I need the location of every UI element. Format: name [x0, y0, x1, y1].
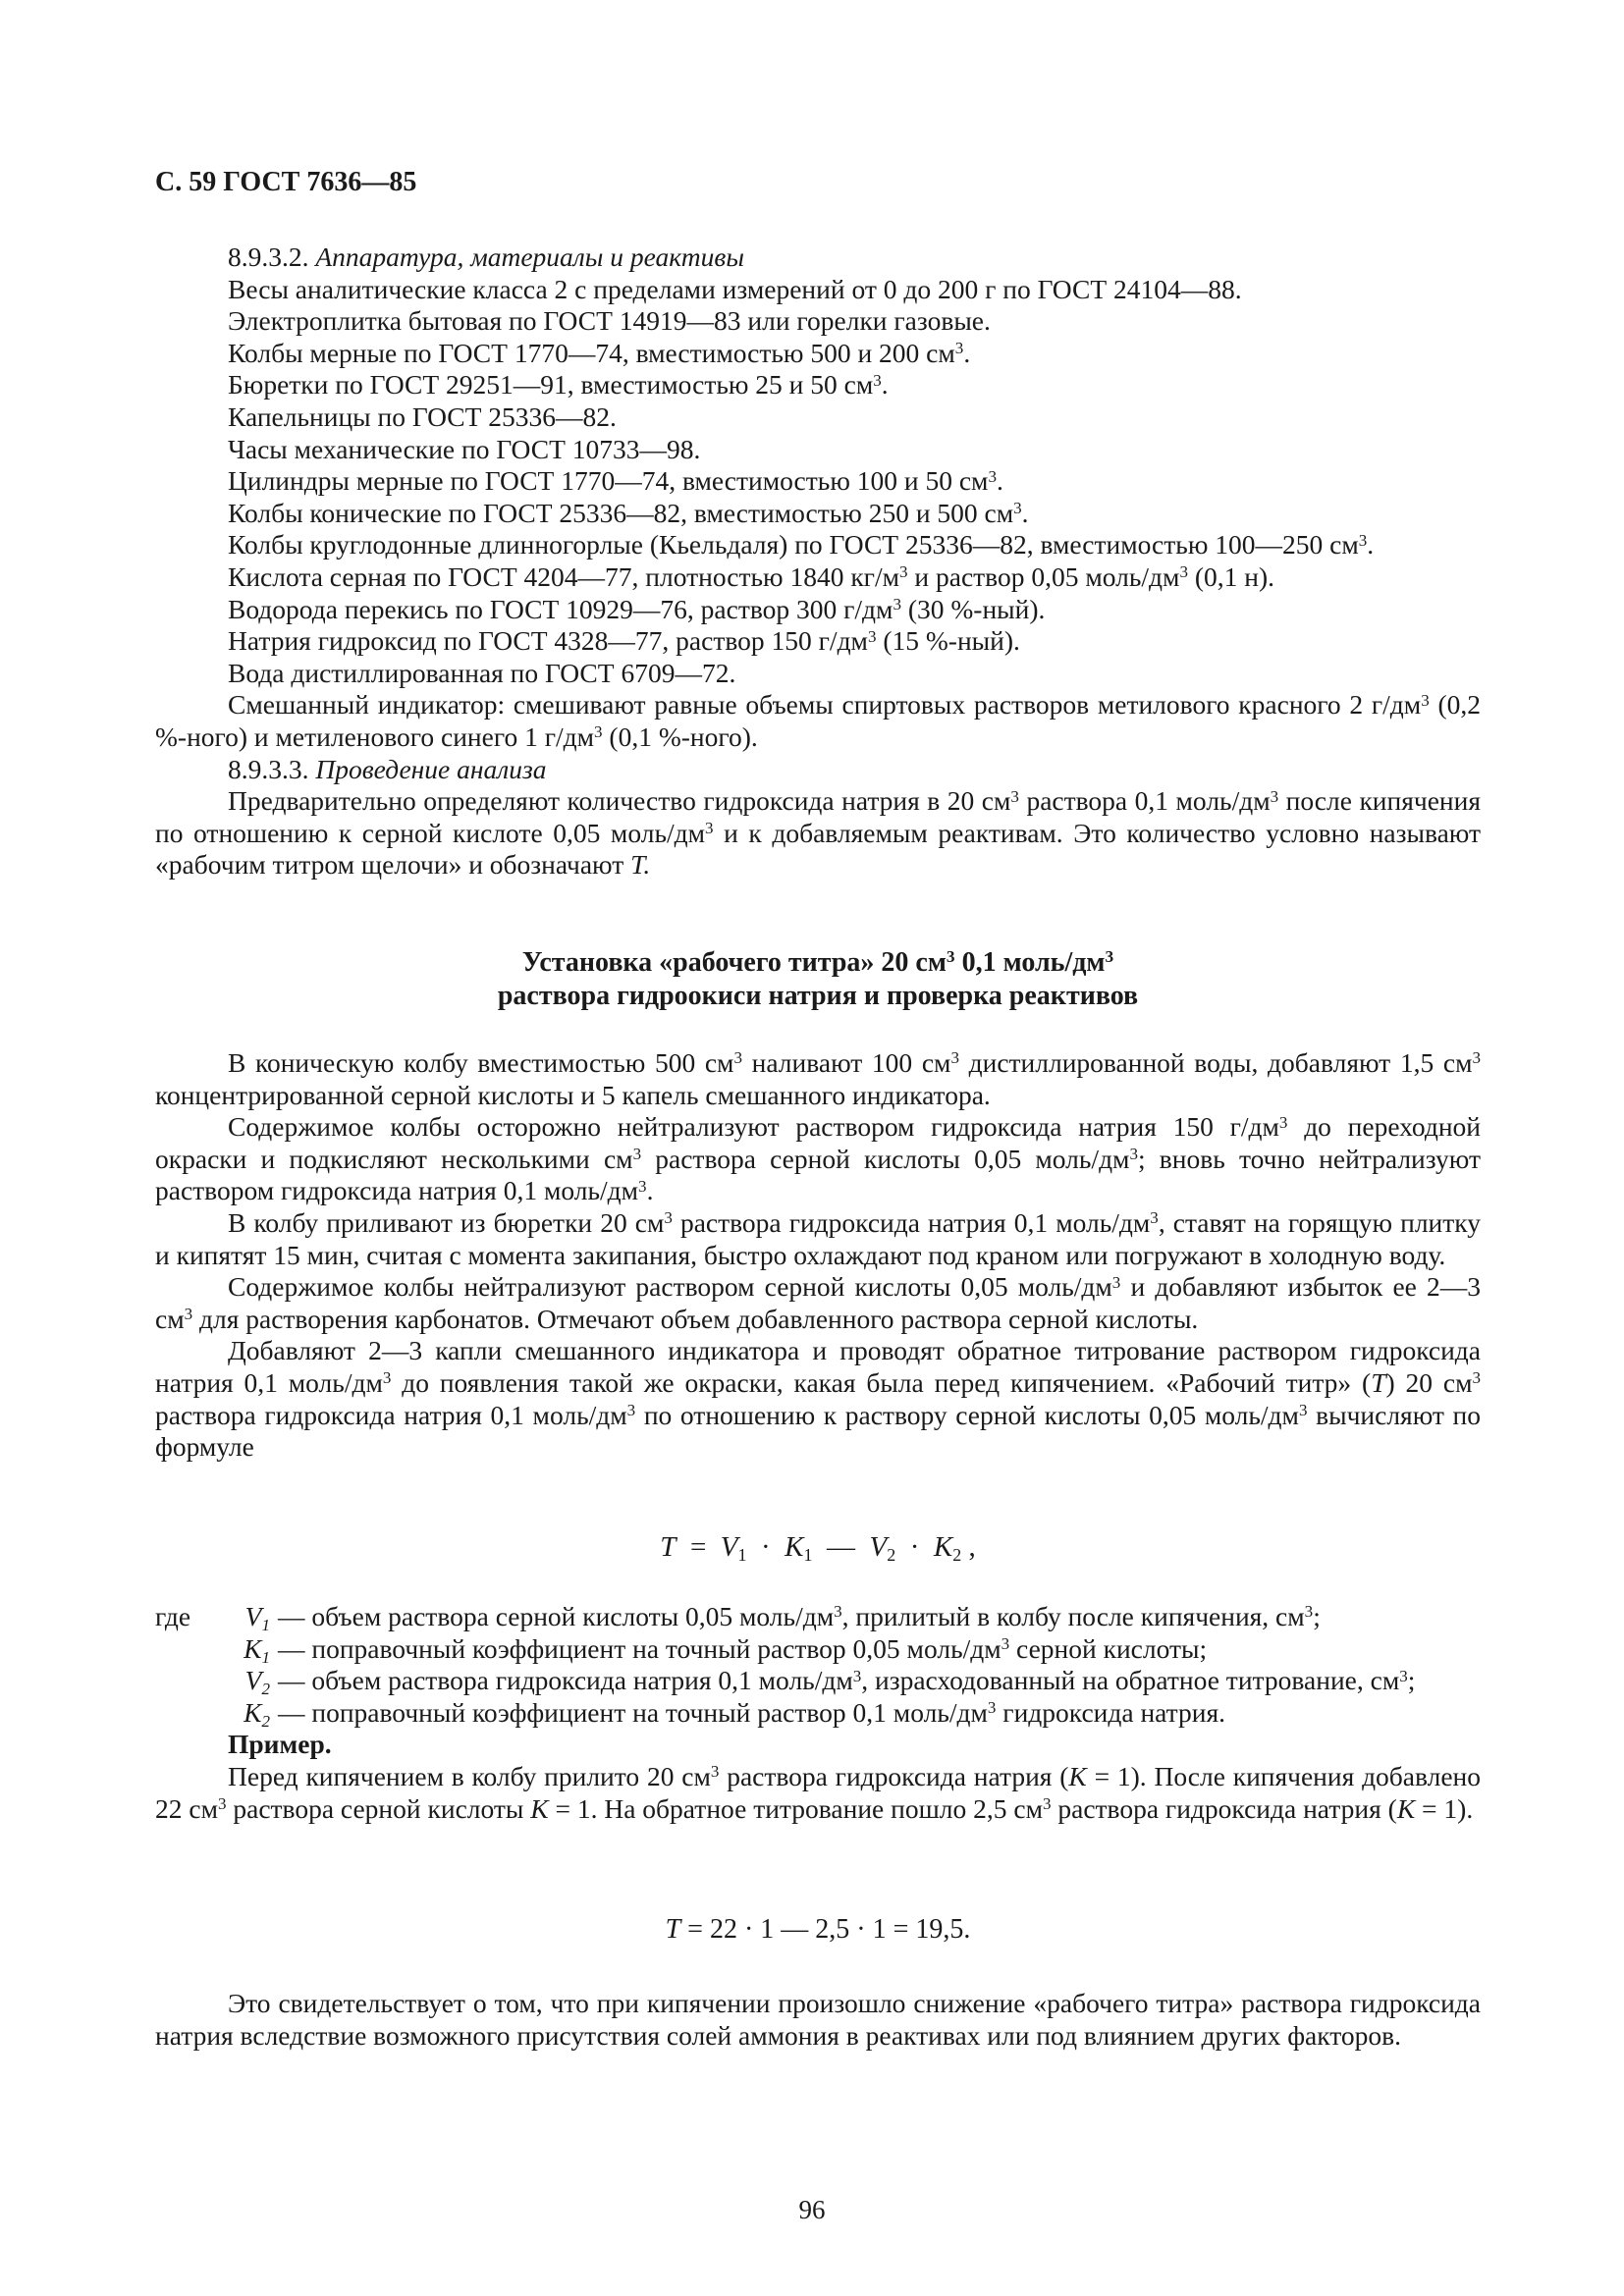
text: , израсходованный на обратное титрование, см: [861, 1665, 1400, 1696]
text: гидроксида натрия.: [1002, 1696, 1226, 1728]
formula: [155, 1531, 1481, 1564]
where-desc: [278, 1697, 1481, 1730]
section-title-line-2: раствора гидроокиси натрия и проверка реактивов: [497, 981, 1139, 1011]
symbol-K: K: [1396, 1792, 1416, 1824]
subscript: 2: [261, 1680, 270, 1699]
where-symbol: [209, 1697, 278, 1730]
text: ;: [1407, 1665, 1416, 1696]
superscript: 3: [1150, 1208, 1159, 1228]
text: раствора гидроксида натрия (: [1057, 1792, 1397, 1824]
text: ) 20 см: [1385, 1366, 1473, 1398]
text: Содержимое колбы нейтрализуют раствором серной кислоты 0,05 моль/дм: [228, 1271, 1112, 1303]
superscript: 3: [988, 466, 997, 486]
superscript: 3: [946, 947, 955, 967]
text: , ставят на горящую плитку и кипятят 15 мин, считая с момента закипания, быстро охлаждают под краном или погружают в холодную воду.: [155, 1206, 1481, 1270]
superscript: 3: [1129, 1145, 1138, 1164]
subscript: 1: [261, 1616, 270, 1635]
superscript: 3: [950, 1048, 959, 1068]
page-header: С. 59 ГОСТ 7636—85: [155, 167, 417, 197]
symbol-K: K: [1068, 1760, 1087, 1791]
superscript: 3: [733, 1048, 742, 1068]
calc-text: = 22 · 1 — 2,5 · 1 = 19,5.: [687, 1914, 971, 1945]
superscript: 3: [1298, 1401, 1308, 1420]
text: ; вновь точно нейтрализуют раствором гидроксида натрия 0,1 моль/дм: [155, 1143, 1482, 1206]
item-text: (15 %-ный).: [883, 625, 1020, 657]
formula-T: T: [660, 1531, 677, 1563]
superscript: 3: [1399, 1666, 1408, 1685]
list-item: [155, 305, 1481, 338]
example-label: Пример.: [228, 1729, 332, 1760]
heading-title: Проведение анализа: [315, 753, 547, 784]
paragraph: [155, 785, 1481, 881]
paragraph: [155, 1207, 1481, 1271]
text: Содержимое колбы осторожно нейтрализуют раствором гидроксида натрия 150 г/дм: [228, 1111, 1279, 1143]
superscript: 3: [867, 626, 877, 646]
subscript: 1: [803, 1545, 813, 1566]
superscript: 3: [1111, 1272, 1121, 1292]
text: — поправочный коэффициент на точный раствор 0,05 моль/дм: [278, 1632, 1001, 1664]
superscript: 3: [1270, 786, 1279, 806]
text: и добавляют избыток ее 2—3 см: [155, 1271, 1481, 1334]
text: раствора серной кислоты: [233, 1792, 524, 1824]
text: , прилитый в колбу после кипячения, см: [841, 1601, 1305, 1631]
text: = 1). После кипячения добавлено 22 см: [155, 1760, 1482, 1824]
section-title-line-1: [155, 946, 1481, 980]
text: до переходной окраски и подкисляют несколькими см: [155, 1111, 1482, 1174]
formula-V: V: [720, 1531, 738, 1563]
text: до появления такой же окраски, какая была перед кипячением. «Рабочий титр» (: [402, 1366, 1372, 1398]
list-item: [155, 625, 1481, 658]
list-item: [155, 401, 1481, 434]
calc-block: [155, 1914, 1481, 1953]
superscript: 3: [710, 1762, 720, 1782]
subscript: 1: [261, 1647, 270, 1667]
superscript: 3: [1013, 499, 1022, 518]
where-item: [155, 1633, 1481, 1666]
formula-block: [155, 1531, 1481, 1571]
subscript: 2: [952, 1545, 962, 1566]
where-desc: [278, 1601, 1481, 1633]
list-item: Колбы круглодонные длинногорлые (Кьельдаля) по ГОСТ 25336—82, вместимостью 100—250 $см^3$.: [228, 529, 1375, 561]
superscript: 3: [632, 1145, 642, 1164]
superscript: 3: [852, 1666, 862, 1685]
formula-minus: —: [827, 1531, 855, 1563]
section-title: [155, 946, 1481, 1013]
conclusion-paragraph: Это свидетельствует о том, что при кипячении произошло снижение «рабочего титра» раствора гидроксида натрия вследствие возможного присутствия солей аммония в реактивах или под влиянием других факторов.: [155, 1988, 1481, 2051]
apparatus-section: [155, 241, 1481, 881]
superscript: 3: [664, 1208, 673, 1228]
formula-K: K: [933, 1531, 953, 1563]
formula-V: V: [869, 1531, 888, 1563]
superscript: 3: [217, 1794, 227, 1814]
text: Предварительно определяют количество гидроксида натрия в 20 см: [228, 785, 1011, 817]
text: Добавляют 2—3 капли смешанного индикатора и проводят обратное титрование раствором гидроксида натрия 0,1 моль/дм: [155, 1335, 1481, 1398]
item-text: Колбы круглодонные длинногорлые (Кьельдаля) по ГОСТ 25336—82, вместимостью 100—250 см: [228, 529, 1359, 561]
text: = 1).: [1422, 1792, 1474, 1824]
list-item: [155, 274, 1481, 306]
paragraph: Содержимое колбы осторожно нейтрализуют раствором гидроксида натрия 150 $г/дм^3$ до переходной окраски и подкисляют несколькими $см^3$ раствора серной кислоты 0,05 моль/$дм^3$; вновь точно нейтрализуют раствором гидроксида натрия 0,1 моль/$дм^3$.: [155, 1111, 1482, 1206]
example-calculation: [155, 1914, 1481, 1947]
symbol-T: T.: [630, 849, 651, 881]
text: раствора серной кислоты 0,05 моль/дм: [655, 1143, 1130, 1174]
superscript: 3: [1472, 1048, 1481, 1068]
subscript: 1: [737, 1545, 747, 1566]
superscript: 3: [626, 1401, 636, 1420]
formula-equals: =: [689, 1531, 707, 1563]
superscript: 3: [1042, 1794, 1052, 1814]
symbol: V: [244, 1665, 262, 1696]
text: В колбу приливают из бюретки 20 см: [228, 1206, 665, 1238]
symbol-T: T: [1371, 1366, 1386, 1398]
text: = 1. На обратное титрование пошло 2,5 см: [555, 1792, 1043, 1824]
text: раствора 0,1 моль/дм: [1026, 785, 1271, 817]
symbol: K: [244, 1696, 262, 1728]
text: раствора гидроксида натрия 0,1 моль/дм: [679, 1206, 1151, 1238]
formula-dot: ·: [761, 1531, 771, 1563]
apparatus-heading: [155, 241, 1481, 274]
item-text: (0,1 н).: [1194, 561, 1275, 592]
where-symbol: [209, 1633, 278, 1666]
item-text: Колбы мерные по ГОСТ 1770—74, вместимостью 500 и 200 см: [228, 337, 955, 368]
where-desc: [278, 1633, 1481, 1666]
item-text: Кислота серная по ГОСТ 4204—77, плотностью 1840 кг/м: [228, 561, 900, 592]
item-text: Водорода перекись по ГОСТ 10929—76, раствор 300 г/дм: [228, 593, 893, 624]
item-text: Смешанный индикатор: смешивают равные объемы спиртовых растворов метилового красного 2 г/дм: [228, 689, 1422, 721]
item-text: (0,1 %-ного).: [609, 721, 758, 752]
paragraph: [155, 1047, 1481, 1111]
example-paragraph: [155, 1761, 1481, 1825]
body-section: [155, 1047, 1481, 1464]
text: серной кислоты;: [1016, 1632, 1208, 1664]
superscript: 3: [1010, 786, 1019, 806]
where-desc: [278, 1665, 1481, 1697]
list-item: [155, 434, 1481, 466]
where-symbol: [209, 1665, 278, 1697]
item-text: Электроплитка бытовая по ГОСТ 14919—83 или горелки газовые.: [228, 305, 991, 337]
text: раствора гидроксида натрия 0,1 моль/дм: [155, 1399, 627, 1430]
text: — объем раствора гидроксида натрия 0,1 моль/дм: [278, 1665, 853, 1696]
text: по отношению к раствору серной кислоты 0,05 моль/дм: [643, 1399, 1299, 1430]
superscript: 3: [1001, 1634, 1010, 1654]
symbol: V: [244, 1601, 262, 1631]
where-prefix: где: [155, 1601, 191, 1631]
procedure-heading: [155, 754, 1481, 786]
where-item: [155, 1697, 1481, 1730]
text: вычисляют по формуле: [155, 1399, 1481, 1463]
heading-number: 8.9.3.2.: [228, 241, 309, 272]
subscript: 2: [261, 1711, 270, 1731]
list-item: [155, 594, 1481, 626]
symbol-K: K: [530, 1792, 549, 1824]
superscript: 3: [893, 595, 901, 614]
text: В коническую колбу вместимостью 500 см: [228, 1047, 734, 1078]
heading-number: 8.9.3.3.: [228, 753, 309, 784]
text: дистиллированной воды, добавляют 1,5 см: [968, 1047, 1473, 1078]
item-text: (0,2 %-ного) и метиленового синего 1 г/дм: [155, 689, 1481, 752]
paragraph: [155, 1335, 1481, 1463]
superscript: 3: [1472, 1368, 1481, 1388]
where-item: [155, 1601, 1481, 1633]
subscript: 2: [887, 1545, 896, 1566]
list-item: Колбы мерные по ГОСТ 1770—74, вместимостью 500 и 200 $см^3$.: [228, 337, 971, 368]
formula-dot: ·: [909, 1531, 920, 1563]
superscript: 3: [382, 1368, 392, 1388]
superscript: 3: [873, 370, 882, 390]
text: раствора гидроксида натрия (: [727, 1760, 1069, 1791]
list-item: [155, 689, 1481, 753]
superscript: 3: [1358, 530, 1368, 550]
text: — поправочный коэффициент на точный раствор 0,1 моль/дм: [278, 1696, 988, 1728]
item-text: Колбы конические по ГОСТ 25336—82, вместимостью 250 и 500 см: [228, 497, 1014, 528]
superscript: 3: [705, 819, 714, 838]
item-text: Бюретки по ГОСТ 29251—91, вместимостью 25 и 50 см: [228, 369, 874, 400]
where-list: [155, 1601, 1481, 1825]
superscript: 3: [1179, 562, 1188, 582]
superscript: 3: [184, 1305, 193, 1324]
text: Установка «рабочего титра» 20 см: [521, 947, 947, 978]
formula-K: K: [785, 1531, 804, 1563]
list-item: [155, 561, 1481, 594]
heading-title: Аппаратура, материалы и реактивы: [315, 241, 744, 272]
superscript: 3: [954, 339, 964, 358]
text: после кипячения по отношению к серной кислоте 0,05 моль/дм: [155, 785, 1482, 848]
text: Перед кипячением в колбу прилито 20 см: [228, 1760, 711, 1791]
superscript: 3: [638, 1176, 647, 1196]
superscript: 3: [1304, 1602, 1314, 1622]
list-item: [155, 658, 1481, 690]
text: ;: [1313, 1601, 1321, 1631]
superscript: 3: [834, 1602, 842, 1622]
text: для растворения карбонатов. Отмечают объем добавленного раствора серной кислоты.: [199, 1303, 1199, 1334]
item-text: (30 %-ный).: [907, 593, 1046, 624]
item-text: Весы аналитические класса 2 с пределами измерений от 0 до 200 г по ГОСТ 24104—88.: [228, 273, 1242, 304]
item-text: Часы механические по ГОСТ 10733—98.: [228, 433, 701, 464]
calc-T: T: [665, 1914, 681, 1945]
superscript: 3: [899, 562, 908, 582]
superscript: 3: [987, 1698, 997, 1718]
list-item: Цилиндры мерные по ГОСТ 1770—74, вместимостью 100 и 50 $см^3$.: [228, 465, 1003, 497]
text: концентрированной серной кислоты и 5 капель смешанного индикатора.: [155, 1079, 991, 1110]
text: — объем раствора серной кислоты 0,05 моль/дм: [278, 1601, 835, 1631]
text: и к добавляемым реактивам. Это количество условно называют «рабочим титром щелочи» и обозначают: [155, 817, 1481, 881]
formula-comma: ,: [968, 1531, 976, 1563]
page-number: 96: [798, 2195, 826, 2224]
item-text: Цилиндры мерные по ГОСТ 1770—74, вместимостью 100 и 50 см: [228, 465, 989, 497]
list-item: Колбы конические по ГОСТ 25336—82, вместимостью 250 и 500 $см^3$.: [228, 497, 1029, 528]
text: наливают 100 см: [751, 1047, 951, 1078]
symbol: K: [244, 1632, 262, 1664]
item-text: Капельницы по ГОСТ 25336—82.: [228, 400, 617, 432]
where-item: [155, 1665, 1481, 1697]
superscript: 3: [1105, 947, 1114, 967]
item-text: Натрия гидроксид по ГОСТ 4328—77, раствор 150 г/дм: [228, 625, 868, 657]
item-text: и раствор 0,05 моль/дм: [914, 561, 1180, 592]
text: 0,1 моль/дм: [961, 947, 1106, 978]
list-item: Бюретки по ГОСТ 29251—91, вместимостью 25 и 50 $см^3$.: [228, 369, 889, 400]
superscript: 3: [1421, 690, 1430, 710]
where-symbol: [209, 1601, 278, 1633]
paragraph: [155, 1271, 1481, 1335]
item-text: Вода дистиллированная по ГОСТ 6709—72.: [228, 657, 736, 688]
superscript: 3: [1278, 1112, 1288, 1132]
conclusion-section: [155, 1988, 1481, 2052]
superscript: 3: [594, 722, 603, 742]
